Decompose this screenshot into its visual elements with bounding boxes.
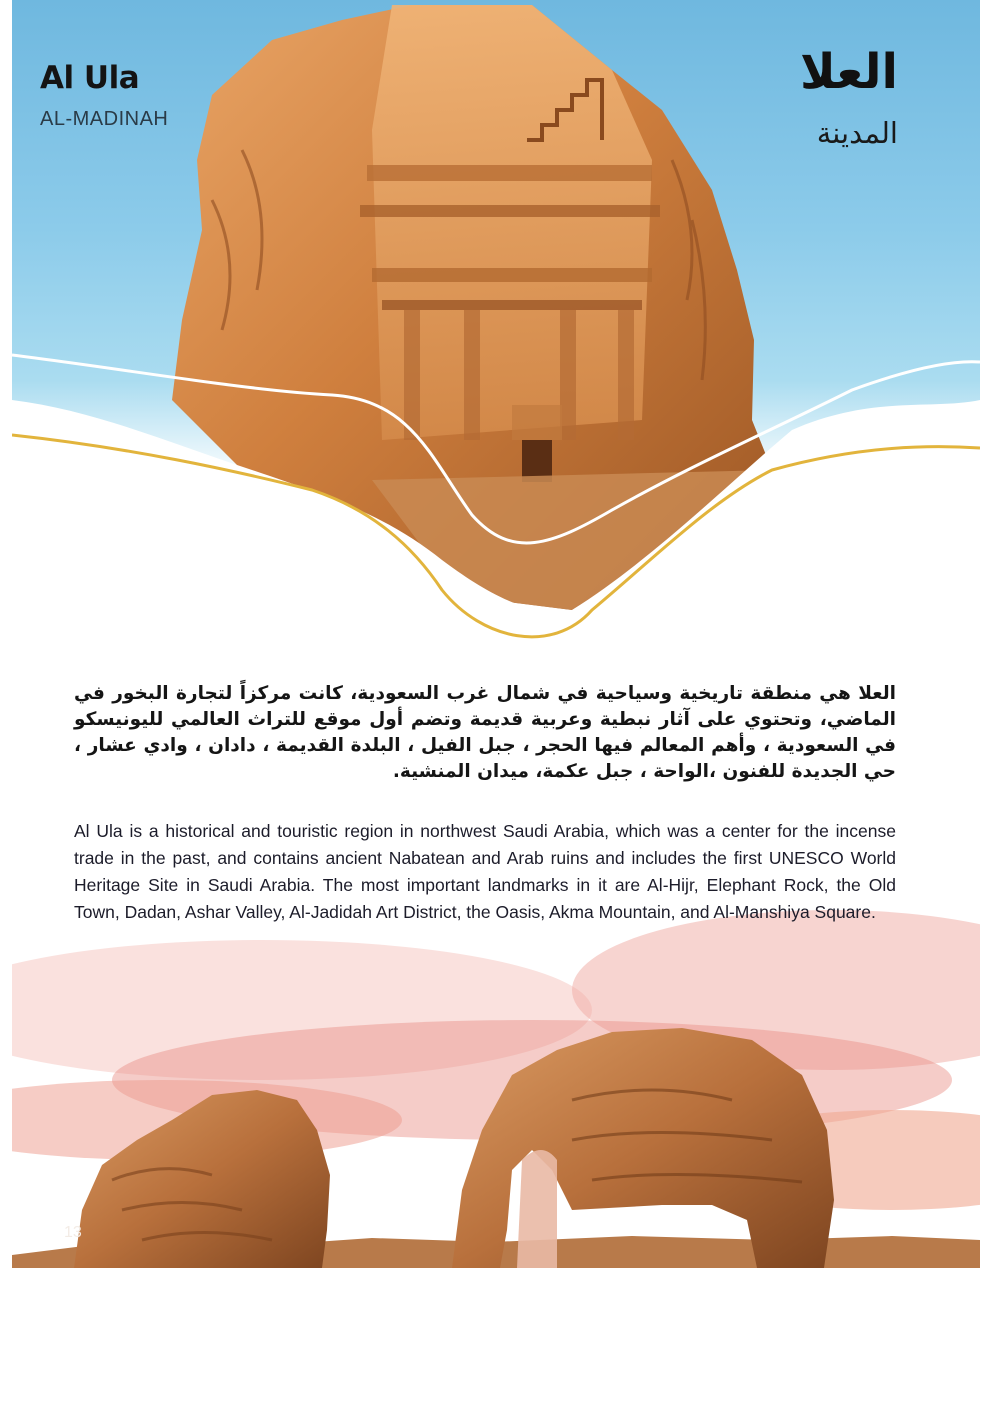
title-english: Al Ula <box>40 60 140 96</box>
title-arabic: العلا <box>799 44 898 100</box>
subtitle-english: AL-MADINAH <box>40 108 169 130</box>
arabic-description: العلا هي منطقة تاريخية وسياحية في شمال غرب السعودية، كانت مركزاً لتجارة البخور في الماضي، وتحتوي على آثار نبطية وعربية قديمة وتضم أول موقع للتراث العالمي لليونيسكو في السعودية ، وأهم المعالم فيها الحجر ، جبل الفيل ، البلدة القديمة ، دادان ، وادي عشار ، حي الجديدة للفنون ،الواحة ، جبل عكمة، ميدان المنشية. <box>74 683 896 782</box>
poster-card <box>12 0 980 1268</box>
english-description: Al Ula is a historical and touristic region in northwest Saudi Arabia, which was a center for the incense trade in the past, and contains ancient Nabatean and Arab ruins and includes the first UNESCO World Heritage Site in Saudi Arabia. The most important landmarks in it are Al-Hijr, Elephant Rock, the Old Town, Dadan, Ashar Valley, Al-Jadidah Art District, the Oasis, Akma Mountain, and Al-Manshiya Square. <box>74 821 896 922</box>
scene-illustration <box>12 0 980 1268</box>
page-number: 13 <box>64 1224 82 1241</box>
subtitle-arabic: المدينة <box>816 116 898 150</box>
